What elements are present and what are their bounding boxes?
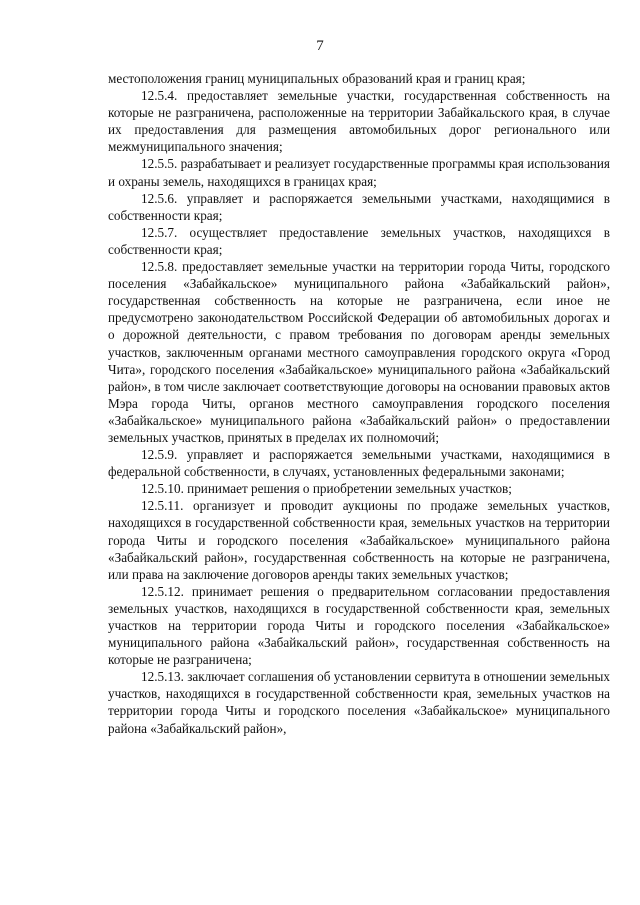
- paragraph: 12.5.5. разрабатывает и реализует государственные программы края использования и охраны земель, находящихся в границах края;: [108, 156, 610, 189]
- paragraph: 12.5.6. управляет и распоряжается земельными участками, находящимися в собственности края;: [108, 190, 610, 223]
- paragraph: 12.5.13. заключает соглашения об установлении сервитута в отношении земельных участков, находящихся в государственной собственности края, земельных участков на территории города Читы и городского поселения «Забайкальское» муниципального района «Забайкальский район»,: [108, 669, 610, 736]
- paragraph: местоположения границ муниципальных образований края и границ края;: [108, 71, 526, 86]
- paragraph: 12.5.7. осуществляет предоставление земельных участков, находящихся в собственности края;: [108, 224, 610, 257]
- document-body: [108, 70, 610, 737]
- paragraph: 12.5.12. принимает решения о предварительном согласовании предоставления земельных участков, находящихся в государственной собственности края, земельных участков на территории города Читы и городского поселения «Забайкальское» муниципального района «Забайкальский район», государственная собственность на которые не разграничена;: [108, 583, 610, 668]
- paragraph: 12.5.4. предоставляет земельные участки, государственная собственность на которые не разграничена, расположенные на территории Забайкальского края, в случае их предоставления для размещения автомобильных дорог регионального или межмуниципального значения;: [108, 88, 610, 155]
- paragraph: 12.5.10. принимает решения о приобретении земельных участков;: [141, 481, 512, 497]
- paragraph: 12.5.9. управляет и распоряжается земельными участками, находящимися в федеральной собственности, в случаях, установленных федеральными законами;: [108, 447, 610, 480]
- paragraph: 12.5.8. предоставляет земельные участки на территории города Читы, городского поселения «Забайкальское» муниципального района «Забайкальский район», государственная собственность на которые не разграничена, если иное не предусмотрено законодательством Российской Федерации об автомобильных дорогах и о дорожной деятельности, с правом требования по договорам аренды земельных участков, заключенным органами местного самоуправления городского округа «Город Чита», городского поселения «Забайкальское» муниципального района «Забайкальский район», в том числе заключает соответствующие договоры на основании правовых актов Мэра города Читы, органов местного самоуправления городского поселения «Забайкальское» муниципального района «Забайкальский район» о предоставлении земельных участков, принятых в пределах их полномочий;: [108, 259, 610, 445]
- paragraph: 12.5.11. организует и проводит аукционы по продаже земельных участков, находящихся в государственной собственности края, земельных участков на территории города Читы и городского поселения «Забайкальское» муниципального района «Забайкальский район», государственная собственность на которые не разграничена, или права на заключение договоров аренды таких земельных участков;: [108, 498, 610, 582]
- page-number: 7: [316, 38, 324, 54]
